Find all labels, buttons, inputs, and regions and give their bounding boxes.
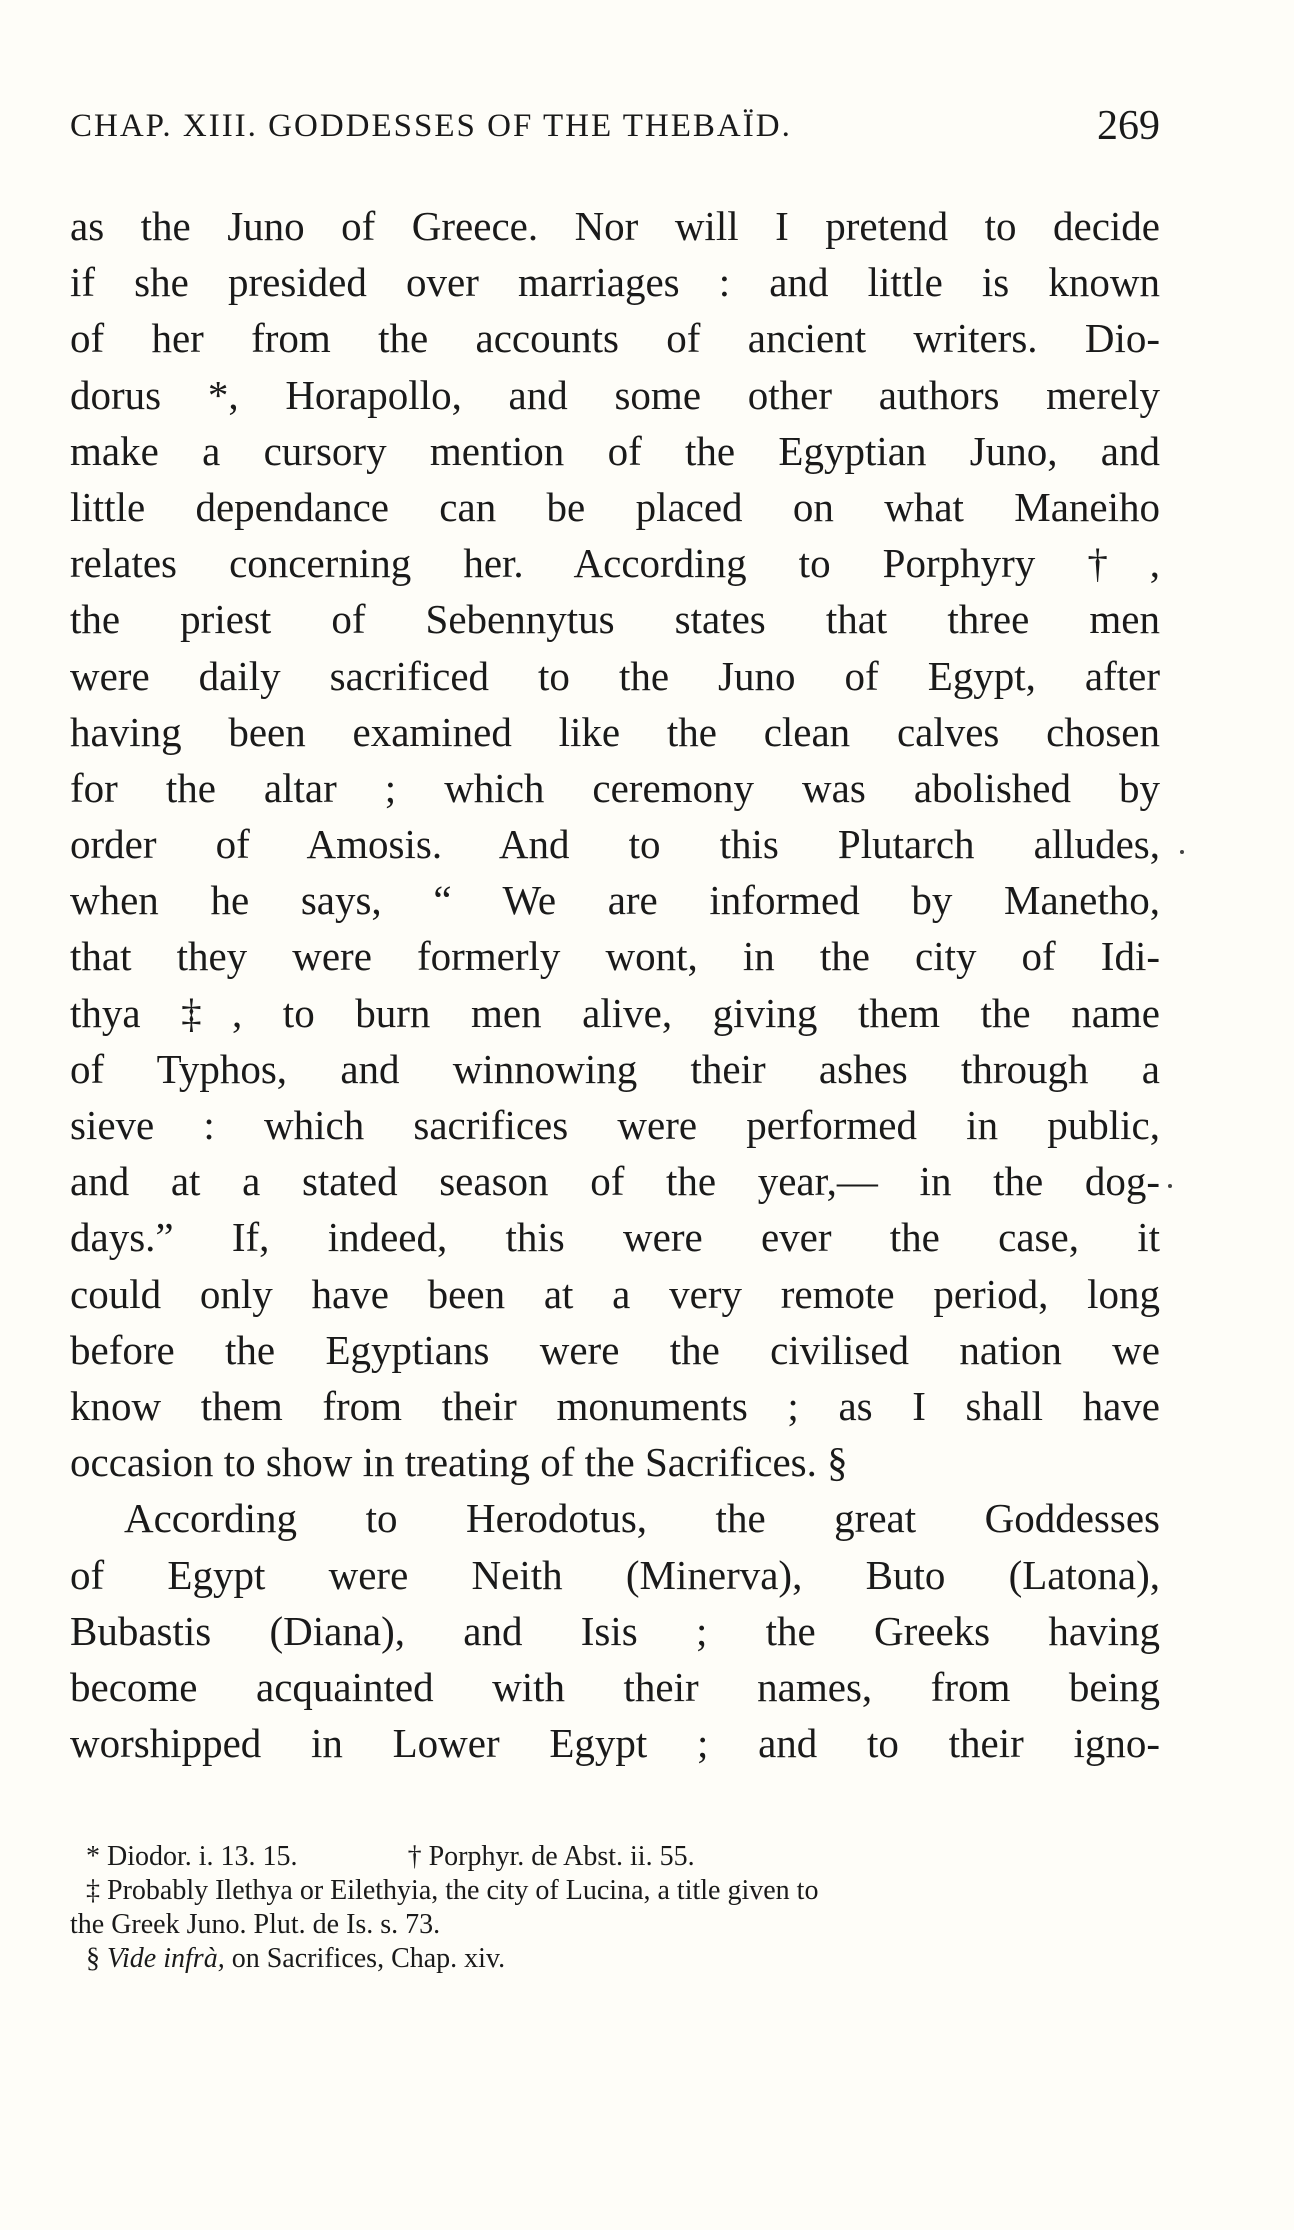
- text-line: Bubastis (Diana), and Isis ; the Greeks having: [70, 1607, 1160, 1654]
- text-line: the priest of Sebennytus states that three men: [70, 596, 1160, 643]
- margin-mark: [1168, 1184, 1172, 1188]
- text-line: dorus *, Horapollo, and some other authors merely: [70, 371, 1160, 418]
- text-line: little dependance can be placed on what Maneiho: [70, 483, 1160, 530]
- footnote-porphyry: † Porphyr. de Abst. ii. 55.: [407, 1841, 695, 1872]
- text-line: were daily sacrificed to the Juno of Egypt, after: [70, 652, 1160, 699]
- text-line: could only have been at a very remote period, long: [70, 1270, 1160, 1317]
- text-line: know them from their monuments ; as I shall have: [70, 1382, 1160, 1429]
- text-line: thya ‡, to burn men alive, giving them the name: [70, 989, 1160, 1036]
- text-line: having been examined like the clean calves chosen: [70, 708, 1160, 755]
- page-number: 269: [1097, 103, 1160, 149]
- footnote-row: [70, 1840, 1160, 1874]
- text-line: as the Juno of Greece. Nor will I pretend to decide: [70, 203, 1160, 249]
- text-line: that they were formerly wont, in the city of Idi-: [70, 933, 1160, 980]
- text-line: when he says, “ We are informed by Manetho,: [70, 877, 1160, 924]
- text-line: of Egypt were Neith (Minerva), Buto (Latona),: [70, 1551, 1160, 1598]
- text-line: occasion to show in treating of the Sacrifices. §: [70, 1439, 848, 1486]
- text-line: order of Amosis. And to this Plutarch alludes,: [70, 821, 1160, 868]
- footnote-sacrifices: [70, 1942, 1160, 1976]
- running-header: [70, 103, 1160, 158]
- footnote-ilethya-continued: the Greek Juno. Plut. de Is. s. 73.: [70, 1909, 441, 1940]
- text-line: worshipped in Lower Egypt ; and to their igno-: [70, 1720, 1160, 1767]
- footnotes: [70, 1840, 1160, 1976]
- text-line: sieve : which sacrifices were performed in public,: [70, 1102, 1160, 1148]
- text-line: of Typhos, and winnowing their ashes through a: [70, 1045, 1160, 1092]
- text-line: and at a stated season of the year,— in the dog-: [70, 1158, 1160, 1205]
- text-line: before the Egyptians were the civilised nation we: [70, 1326, 1160, 1373]
- body-text: [70, 198, 1160, 1771]
- footnote-section-mark: §: [86, 1943, 100, 1974]
- footnote-ilethya: ‡ Probably Ilethya or Eilethyia, the city of Lucina, a title given to: [86, 1875, 819, 1906]
- text-line: if she presided over marriages : and little is known: [70, 259, 1160, 306]
- footnote-diodorus: * Diodor. i. 13. 15.: [86, 1841, 298, 1872]
- text-line: days.” If, indeed, this were ever the case, it: [70, 1214, 1160, 1261]
- text-line: of her from the accounts of ancient writers. Dio-: [70, 315, 1160, 362]
- margin-mark: [1180, 850, 1184, 854]
- text-line: make a cursory mention of the Egyptian Juno, and: [70, 427, 1160, 474]
- text-line: relates concerning her. According to Porphyry †,: [70, 540, 1160, 587]
- text-line: According to Herodotus, the great Goddesses: [124, 1495, 1160, 1542]
- footnote-vide-infra: Vide infrà,: [107, 1943, 225, 1974]
- text-line: become acquainted with their names, from being: [70, 1663, 1160, 1710]
- text-line: for the altar ; which ceremony was abolished by: [70, 764, 1160, 811]
- running-title: CHAP. XIII. GODDESSES OF THE THEBAÏD.: [70, 108, 792, 144]
- footnote-sacrifices-text: on Sacrifices, Chap. xiv.: [231, 1943, 506, 1974]
